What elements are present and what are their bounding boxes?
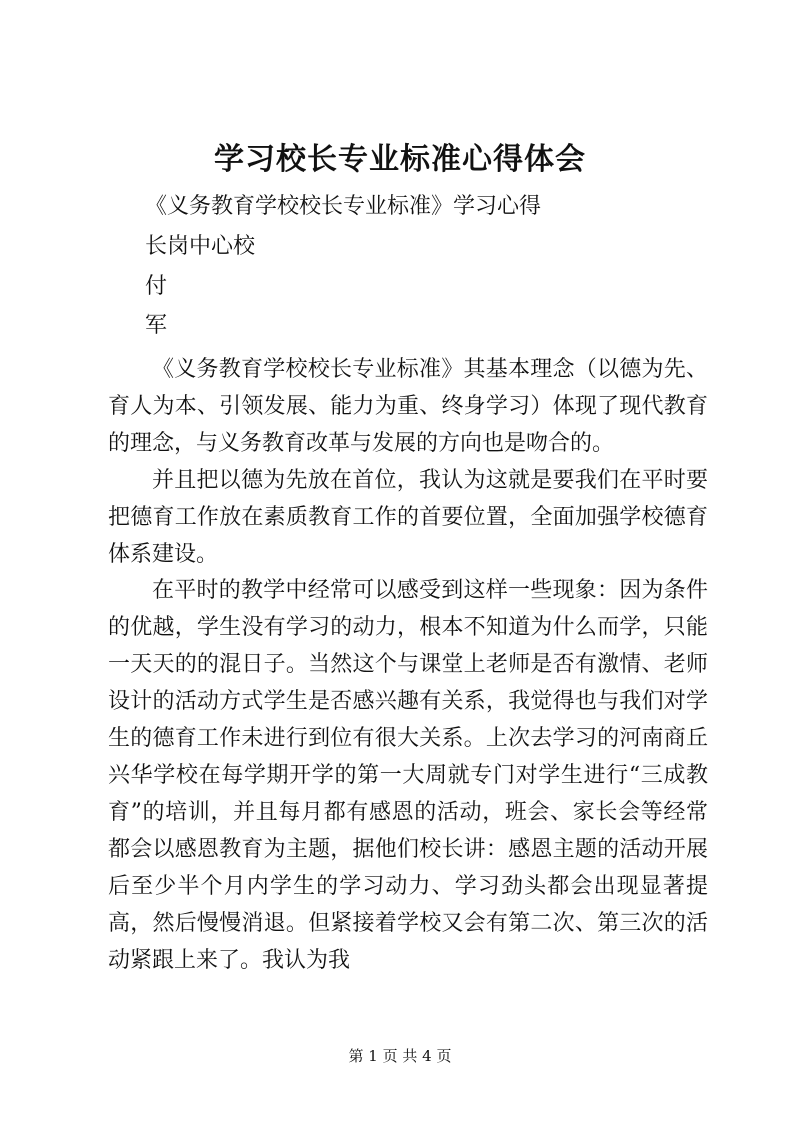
- document-body: [108, 352, 708, 979]
- body-paragraph-3: 在平时的教学中经常可以感受到这样一些现象：因为条件的优越，学生没有学习的动力，根本不知道为什么而学，只能一天天的的混日子。当然这个与课堂上老师是否有激情、老师设计的活动方式学生是否感兴趣有关系，我觉得也与我们对学生的德育工作未进行到位有很大关系。上次去学习的河南商丘兴华学校在每学期开学的第一大周就专门对学生进行“三成教育”的培训，并且每月都有感恩的活动，班会、家长会等经常都会以感恩教育为主题，据他们校长讲：感恩主题的活动开展后至少半个月内学生的学习动力、学习劲头都会出现显著提高，然后慢慢消退。但紧接着学校又会有第二次、第三次的活动紧跟上来了。我认为我: [108, 578, 708, 973]
- page-footer: 第 1 页 共 4 页: [348, 1047, 452, 1065]
- author-line-2: 军: [145, 313, 168, 338]
- school-name: 长岗中心校: [145, 234, 256, 259]
- document-title: 学习校长专业标准心得体会: [214, 142, 586, 177]
- body-paragraph-2: 并且把以德为先放在首位，我认为这就是要我们在平时要把德育工作放在素质教育工作的首要位置，全面加强学校德育体系建设。: [108, 467, 708, 567]
- document-subtitle: 《义务教育学校校长专业标准》学习心得: [145, 194, 542, 219]
- author-line-1: 付: [145, 274, 168, 299]
- body-paragraph-1: 《义务教育学校校长专业标准》其基本理念（以德为先、育人为本、引领发展、能力为重、终身学习）体现了现代教育的理念，与义务教育改革与发展的方向也是吻合的。: [108, 357, 708, 456]
